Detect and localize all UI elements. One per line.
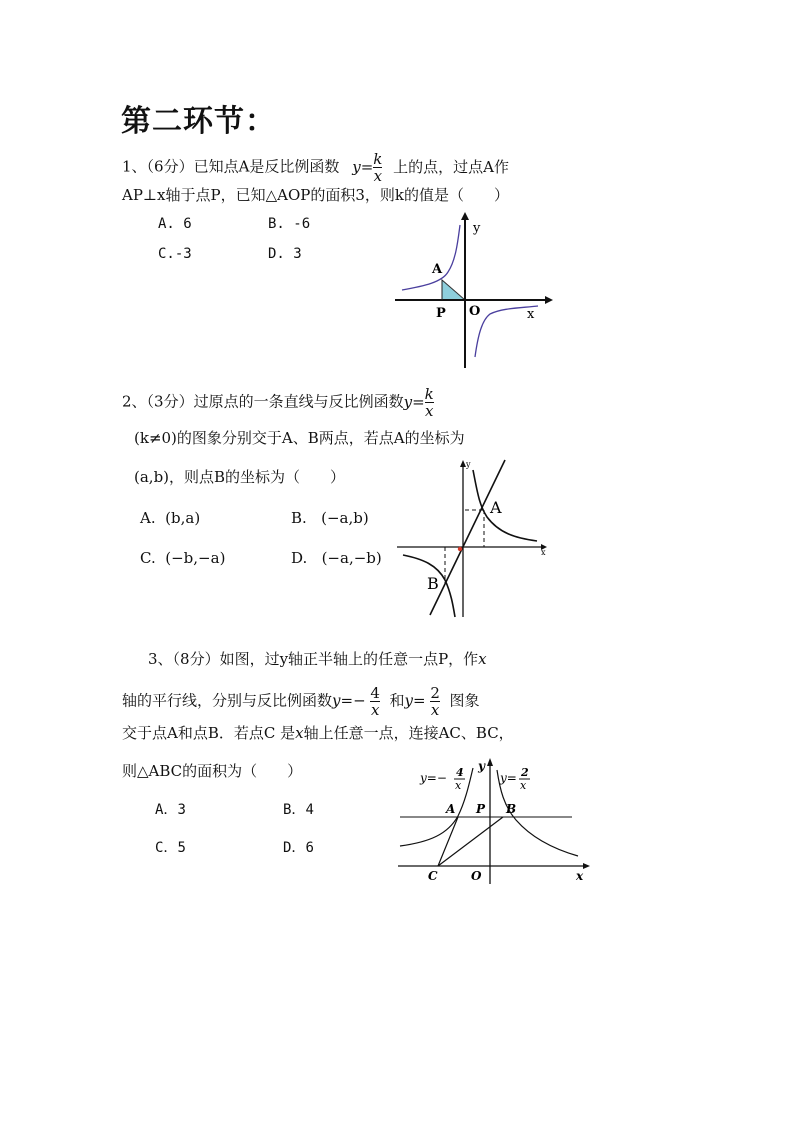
q2-line-through-origin (430, 460, 505, 615)
q3-line3-prefix: 交于点A和点B．若点C 是 (122, 724, 296, 742)
option-label: B. (291, 509, 307, 527)
q1-line1 (122, 151, 509, 184)
q1-curve-left (402, 225, 460, 290)
option-value: -6 (293, 216, 311, 232)
q3-and: 和 (389, 691, 405, 710)
q3-a-label: A (446, 802, 456, 816)
q3-line1 (148, 649, 487, 669)
option-value: (−a,−b) (321, 549, 382, 567)
q2-option-b[interactable] (291, 508, 369, 528)
q3-f1-frac (370, 685, 380, 718)
section-title: 第二环节： (121, 104, 276, 139)
q3-line1-text: 3、（8分）如图，过y轴正半轴上的任意一点P，作 (148, 650, 479, 668)
q3-c-label: C (428, 869, 438, 883)
q3-o-label: O (471, 869, 482, 883)
option-label: C. (158, 246, 175, 262)
q3-line4: 则△ABC的面积为（ ） (122, 762, 303, 780)
q3-f2-num: 2 (430, 684, 440, 702)
option-value: -3 (174, 246, 192, 262)
option-label: A． (155, 802, 178, 818)
q2-y-label: y (466, 460, 471, 469)
q1-triangle-area (442, 280, 465, 300)
q3-y-arrow (487, 758, 493, 766)
q1-o-label: O (469, 304, 481, 319)
q3-f2-y: y (404, 691, 414, 710)
q3-left-den: x (455, 779, 462, 792)
q3-line2 (122, 685, 479, 718)
option-value: (−a,b) (321, 509, 369, 527)
q3-f1-den: x (370, 701, 380, 719)
q2-option-d[interactable] (291, 548, 382, 568)
option-label: C． (155, 840, 178, 856)
option-label: D. (268, 246, 285, 262)
q1-x-label: x (527, 307, 535, 322)
q2-formula (403, 385, 434, 420)
q1-line1-prefix: 1、（6分）已知点A是反比例函数 (122, 157, 340, 176)
option-label: D. (291, 549, 308, 567)
q3-f2-den: x (430, 701, 440, 719)
q3-line2-suffix: 图象 (449, 691, 480, 710)
q1-x-arrow (545, 296, 553, 304)
q2-origin-dot (458, 547, 462, 551)
q1-option-c[interactable] (158, 246, 192, 262)
q2-a-label: A (490, 498, 502, 517)
q3-line1-var: x (478, 650, 487, 668)
q1-graph (390, 210, 560, 370)
q3-f1-num: 4 (370, 684, 380, 702)
q2-formula-num: k (424, 385, 434, 403)
q2-line1-prefix: 2、（3分）过原点的一条直线与反比例函数 (122, 392, 404, 411)
q3-graph (390, 756, 595, 886)
q3-y-label: y (478, 759, 485, 773)
option-value: 5 (177, 840, 186, 856)
q1-y-label: y (473, 221, 481, 236)
option-value: (−b,−a) (165, 549, 226, 567)
option-value: 6 (305, 840, 314, 856)
option-label: D． (283, 840, 306, 856)
option-value: 4 (305, 802, 314, 818)
q1-formula-frac (373, 151, 382, 184)
option-label: C. (140, 549, 156, 567)
q1-option-b[interactable] (268, 216, 310, 232)
q3-option-c[interactable] (155, 837, 186, 857)
q1-formula-eq: = (360, 157, 374, 176)
q1-line2: AP⊥x轴于点P，已知△AOP的面积3，则k的值是（ ） (122, 186, 509, 204)
option-value: 3 (177, 802, 186, 818)
q2-x-label: x (541, 548, 546, 557)
q3-option-a[interactable] (155, 799, 186, 819)
q3-left-num: 4 (456, 766, 464, 779)
q3-x-arrow (583, 863, 590, 869)
q3-option-b[interactable] (283, 799, 314, 819)
q2-graph (395, 455, 555, 620)
q2-formula-den: x (424, 402, 434, 420)
q3-left-label: y=− (420, 771, 447, 785)
q2-formula-frac (425, 386, 434, 419)
option-label: B. (268, 216, 285, 232)
q3-b-label: B (506, 802, 517, 816)
q1-line1-suffix: 上的点，过点A作 (393, 157, 509, 176)
q3-f1-y: y (332, 691, 341, 710)
q3-f1-eq: =− (340, 691, 366, 710)
q3-right-den: x (520, 779, 527, 792)
q2-option-a[interactable] (140, 508, 200, 528)
option-label: A. (140, 509, 156, 527)
q1-formula-num: k (373, 150, 383, 168)
q3-f2-eq: = (413, 691, 426, 710)
option-value: 3 (293, 246, 302, 262)
q2-line2: (k≠0)的图象分别交于A、B两点，若点A的坐标为 (134, 429, 465, 447)
q1-p-label: P (436, 306, 446, 321)
q2-option-c[interactable] (140, 548, 225, 568)
q3-right-label: y= (500, 771, 517, 785)
q3-f2-frac (430, 685, 440, 718)
q2-formula-y: y (403, 392, 413, 411)
q2-line3: (a,b)，则点B的坐标为（ ） (134, 468, 346, 486)
q3-x-label: x (576, 869, 584, 883)
q3-right-num: 2 (521, 766, 529, 779)
q3-line2-prefix: 轴的平行线，分别与反比例函数 (122, 691, 333, 710)
option-label: B． (283, 802, 306, 818)
q1-formula-den: x (373, 167, 383, 185)
q3-line3-suffix: 轴上任意一点，连接AC、BC， (303, 724, 514, 742)
q3-option-d[interactable] (283, 837, 314, 857)
q2-b-label: B (427, 574, 439, 593)
option-value: (b,a) (165, 509, 201, 527)
q3-line3 (122, 723, 514, 743)
q1-formula (352, 150, 387, 185)
option-label: A. (158, 216, 175, 232)
option-value: 6 (183, 216, 192, 232)
q1-option-a[interactable] (158, 216, 192, 232)
q3-p-label: P (476, 802, 486, 816)
q2-formula-eq: = (412, 392, 425, 411)
q1-a-label: A (432, 262, 443, 277)
q1-option-d[interactable] (268, 246, 302, 262)
q1-y-arrow (461, 212, 469, 220)
q3-line3-var: x (295, 724, 304, 742)
q1-formula-y: y (352, 157, 361, 176)
q2-line1 (122, 386, 434, 419)
